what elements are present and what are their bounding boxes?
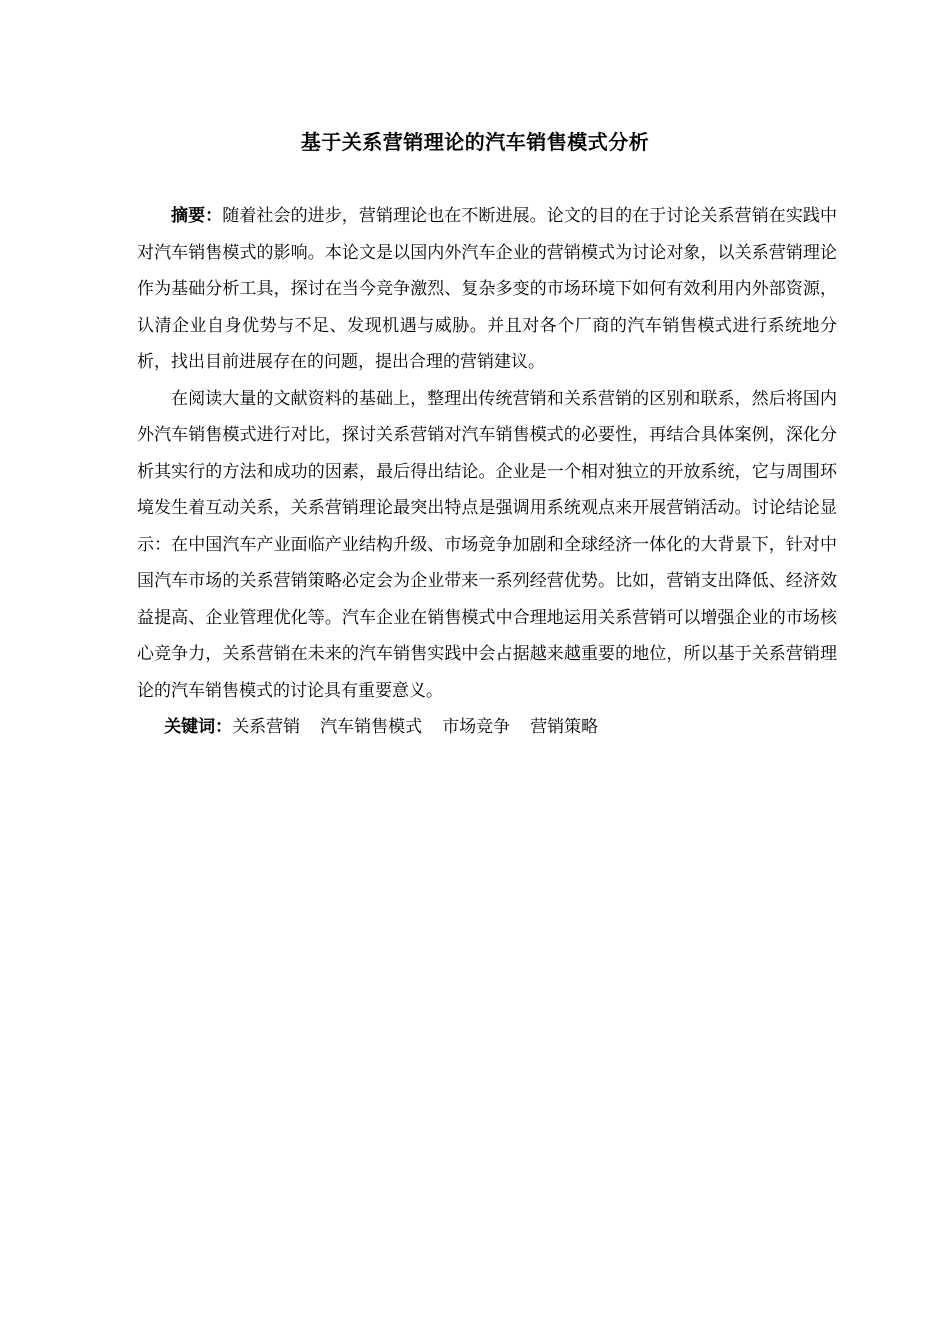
abstract-paragraph-2: 在阅读大量的文献资料的基础上，整理出传统营销和关系营销的区别和联系，然后将国内外汽车销售模式进行对比，探讨关系营销对汽车销售模式的必要性，再结合具体案例，深化分析其实行的方法和成功的因素，最后得出结论。企业是一个相对独立的开放系统，它与周围环境发生着互动关系，关系营销理论最突出特点是强调用系统观点来开展营销活动。讨论结论显示：在中国汽车产业面临产业结构升级、市场竞争加剧和全球经济一体化的大背景下，针对中国汽车市场的关系营销策略必定会为企业带来一系列经营优势。比如，营销支出降低、经济效益提高、企业管理优化等。汽车企业在销售模式中合理地运用关系营销可以增强企业的市场核心竞争力，关系营销在未来的汽车销售实践中会占据越来越重要的地位，所以基于关系营销理论的汽车销售模式的讨论具有重要意义。 bbox=[137, 388, 837, 701]
abstract-paragraph-1 bbox=[137, 198, 837, 381]
keyword-item: 营销策略 bbox=[530, 717, 599, 737]
keyword-item: 关系营销 bbox=[232, 717, 301, 737]
abstract-label: 摘要： bbox=[171, 206, 223, 226]
document-title: 基于关系营销理论的汽车销售模式分析 bbox=[300, 130, 650, 154]
keywords-label: 关键词： bbox=[164, 717, 233, 737]
keyword-item: 市场竞争 bbox=[442, 717, 511, 737]
abstract-section bbox=[137, 198, 837, 746]
abstract-text-1: 随着社会的进步，营销理论也在不断进展。论文的目的在于讨论关系营销在实践中对汽车销售模式的影响。本论文是以国内外汽车企业的营销模式为讨论对象，以关系营销理论作为基础分析工具，探讨在当今竞争激烈、复杂多变的市场环境下如何有效利用内外部资源，认清企业自身优势与不足、发现机遇与威胁。并且对各个厂商的汽车销售模式进行系统地分析，找出目前进展存在的问题，提出合理的营销建议。 bbox=[137, 206, 838, 372]
keywords-line bbox=[137, 709, 837, 746]
keyword-item: 汽车销售模式 bbox=[320, 717, 423, 737]
